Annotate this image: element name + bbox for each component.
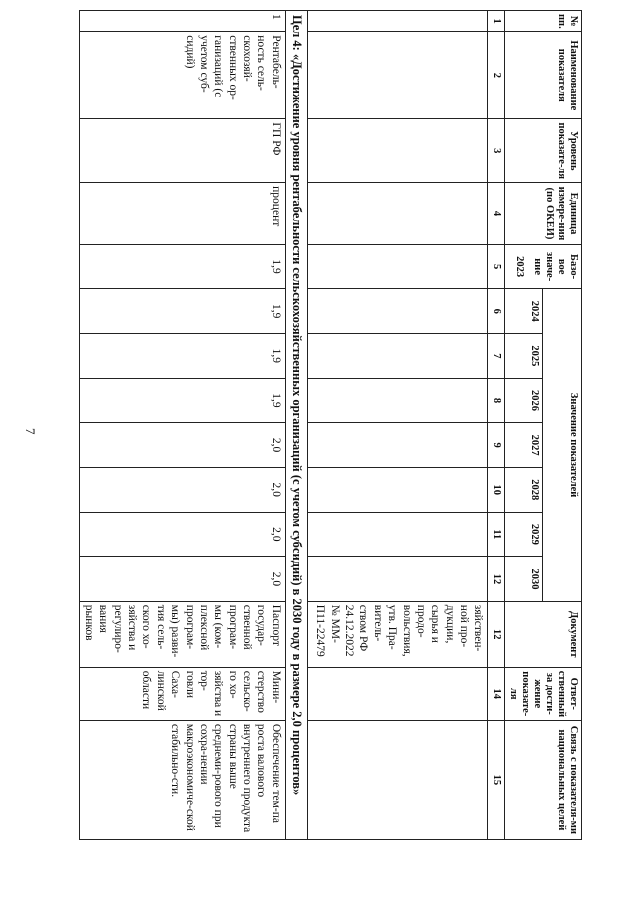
column-number: 15 (488, 720, 504, 839)
year-header: 2025 (504, 334, 543, 379)
year-header: 2024 (504, 289, 543, 334)
row-value: 2,0 (79, 467, 285, 512)
year-header: 2023 (513, 256, 525, 278)
column-number: 5 (488, 244, 504, 289)
row-name: Рентабель-ность сель-скохозяй-ственных ор-ганизаций (с учетом суб-сидий) (79, 32, 285, 119)
header-unit: Единица измере-ния (по ОКЕИ) (504, 183, 581, 245)
year-header: 2028 (504, 467, 543, 512)
column-number: 14 (488, 667, 504, 720)
column-number: 10 (488, 467, 504, 512)
row-responsible: Мини-стерство сельско-го хо-зяйства и тор-говли Саха-линской области (79, 667, 285, 720)
header-base: Базо-вое значе-ние 2023 (504, 244, 581, 289)
header-name: Наименование показателя (504, 32, 581, 119)
continued-row (308, 11, 488, 840)
goal-title: Цел 4: «Достижение уровня рентабельности сельскохозяйственных организаций (с учетом субсидий) в 2030 году в размере 2,0 процентов» (285, 11, 308, 840)
row-value: 2,0 (79, 423, 285, 468)
row-value: 2,0 (79, 512, 285, 557)
header-no: № пп. (504, 11, 581, 32)
row-unit: процент (79, 183, 285, 245)
row-value: 1,9 (79, 334, 285, 379)
year-header: 2027 (504, 423, 543, 468)
row-no: 1 (79, 11, 285, 32)
column-number: 2 (488, 32, 504, 119)
column-number: 3 (488, 119, 504, 183)
header-responsible: Ответ-ственный за дости-жение показате-ля (504, 667, 581, 720)
row-value: 1,9 (79, 378, 285, 423)
header-values: Значение показателей (543, 289, 582, 601)
row-level: ГП РФ (79, 119, 285, 183)
column-number: 8 (488, 378, 504, 423)
continued-document: зяйствен-ной про-дукции, сырья и продо-вольствия, утв. Пра-витель-ством РФ 24.12.2022 № ММ-П11-22479 (308, 601, 488, 667)
column-number-row (488, 11, 504, 840)
column-number: 12 (488, 601, 504, 667)
column-number: 6 (488, 289, 504, 334)
row-document: Паспорт государ-ственной програм-мы (ком-плексной програм-мы) разви-тия сель-ского хо-зяйства и регулиро-вания рынков (79, 601, 285, 667)
column-number: 7 (488, 334, 504, 379)
column-number: 1 (488, 11, 504, 32)
row-value: 2,0 (79, 557, 285, 602)
page-number: 7 (23, 428, 38, 435)
year-header: 2030 (504, 557, 543, 602)
row-value: 1,9 (79, 289, 285, 334)
table-row (79, 11, 285, 840)
header-link: Связь с показателя-ми национальных целей (504, 720, 581, 839)
row-link: Обеспечение тем-па роста валового внутреннего продукта страны выше среднеми-рового при сохра-нении макроэкономиче-ской стабильно-сти. (79, 720, 285, 839)
year-header: 2029 (504, 512, 543, 557)
header-document: Документ (504, 601, 581, 667)
column-number: 12 (488, 557, 504, 602)
indicators-table (79, 10, 582, 840)
rotated-sheet (72, 10, 582, 840)
column-number: 11 (488, 512, 504, 557)
column-number: 4 (488, 183, 504, 245)
year-header: 2026 (504, 378, 543, 423)
row-base: 1,9 (79, 244, 285, 289)
goal-row (285, 11, 308, 840)
header-level: Уровень показате-ля (504, 119, 581, 183)
column-number: 9 (488, 423, 504, 468)
